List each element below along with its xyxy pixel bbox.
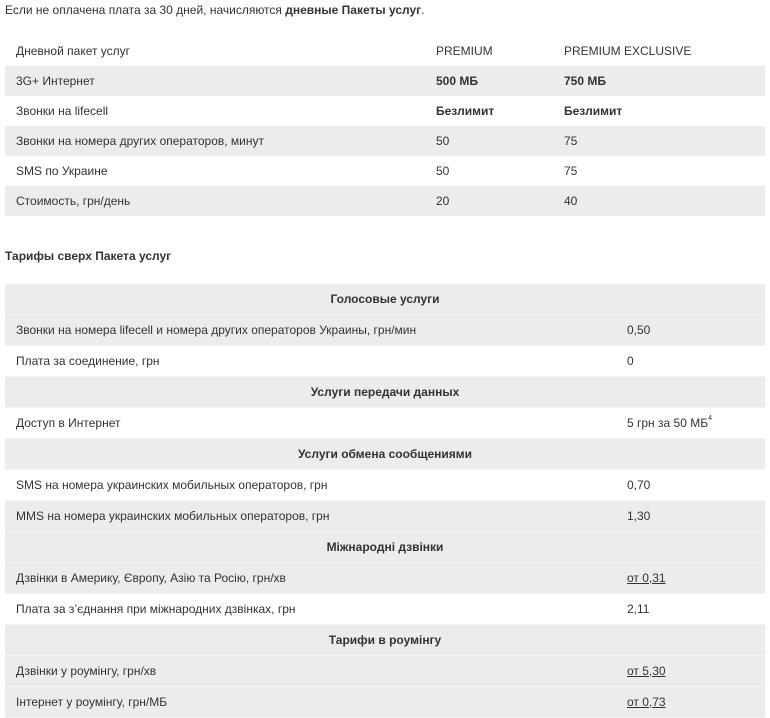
row-label: Інтернет у роумінгу, грн/МБ [5,687,627,718]
table-row [5,315,765,346]
group-title: Міжнародні дзвінки [5,532,765,563]
group-title: Услуги передачи данных [5,377,765,408]
row-exclusive: 40 [564,186,765,216]
table-row [5,501,765,532]
table-row [5,563,765,594]
row-label: Звонки на lifecell [16,104,109,118]
row-premium: 20 [436,186,564,216]
table-row [5,594,765,625]
section-title: Тарифы сверх Пакета услуг [5,249,172,263]
row-label: Плата за з’єднання при міжнародних дзвінках, грн [5,594,627,625]
row-exclusive: Безлимит [564,104,623,118]
group-title: Голосовые услуги [5,284,765,315]
row-premium: 50 [436,126,564,156]
row-label: Звонки на номера lifecell и номера других операторов Украины, грн/мин [5,315,627,346]
header-cell-premium: PREMIUM [436,44,493,58]
table-row [5,96,765,126]
table-row [5,156,765,186]
value-text: 5 грн за 50 МБ [627,416,709,430]
daily-package-table [5,36,765,216]
group-header-voice [5,284,765,315]
table-row [5,186,765,216]
row-exclusive: 75 [564,126,765,156]
row-premium: 50 [436,164,450,178]
row-value [627,656,765,687]
row-label: Доступ в Интернет [5,408,627,439]
group-header-data [5,377,765,408]
row-value: 2,11 [627,594,765,625]
row-label: Стоимость, грн/день [5,186,436,216]
row-value: 1,30 [627,501,765,532]
row-value: 0,50 [627,315,765,346]
row-label: SMS на номера украинских мобильных операторов, грн [5,470,627,501]
price-link[interactable]: от 0,31 [627,571,666,585]
row-label: MMS на номера украинских мобильных операторов, грн [5,501,627,532]
row-premium: 500 МБ [436,66,564,96]
row-label: 3G+ Интернет [5,66,436,96]
table-row [5,126,765,156]
footnote-marker: 4 [708,415,712,422]
row-value: 0,70 [627,470,765,501]
group-header-messaging [5,439,765,470]
table-row [5,687,765,718]
table-row [5,66,765,96]
row-exclusive: 750 МБ [564,66,765,96]
header-cell-package: Дневной пакет услуг [16,44,131,58]
price-link[interactable]: от 5,30 [627,664,666,678]
row-label: Дзвінки в Америку, Європу, Азію та Росію, грн/хв [5,563,627,594]
row-exclusive: 75 [564,164,578,178]
tariffs-table [5,284,765,718]
intro-prefix: Если не оплачена плата за 30 дней, начисляются [5,3,286,17]
group-title: Услуги обмена сообщениями [5,439,765,470]
intro-suffix: . [421,3,425,17]
row-label: SMS по Украине [16,164,108,178]
table-row [5,470,765,501]
row-label: Звонки на номера других операторов, минут [5,126,436,156]
intro-text [5,3,425,17]
table-row [5,346,765,377]
row-value [627,563,765,594]
group-title: Тарифи в роумінгу [5,625,765,656]
group-header-international [5,532,765,563]
price-link[interactable]: от 0,73 [627,695,666,709]
table-header-row [5,36,765,66]
row-value [627,687,765,718]
table-row [5,408,765,439]
row-label: Дзвінки у роумінгу, грн/хв [5,656,627,687]
row-value: 0 [627,346,765,377]
row-value [627,408,765,439]
row-label: Плата за соединение, грн [5,346,627,377]
table-row [5,656,765,687]
group-header-roaming [5,625,765,656]
header-cell-exclusive: PREMIUM EXCLUSIVE [564,44,692,58]
row-premium: Безлимит [436,104,495,118]
intro-bold: дневные Пакеты услуг [285,3,422,17]
